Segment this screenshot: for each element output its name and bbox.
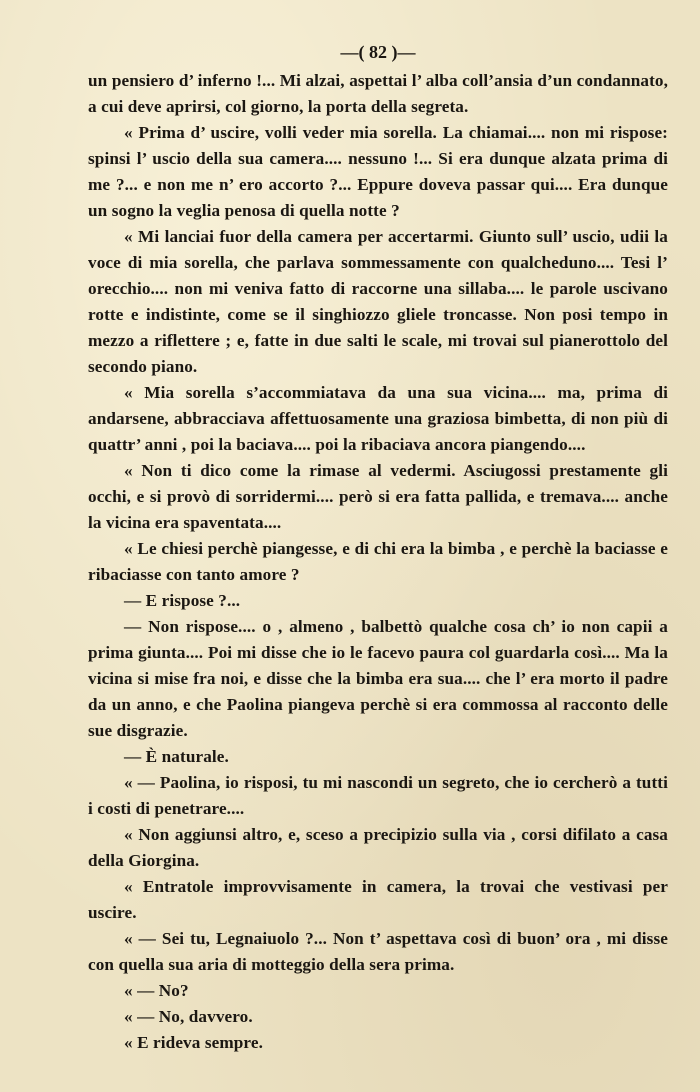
paragraph: « Non aggiunsi altro, e, sceso a precipizio sulla via , corsi difilato a casa della Giorgina.: [88, 825, 668, 870]
dialogue-line: « — No?: [124, 981, 189, 1000]
paragraph: — Non rispose.... o , almeno , balbettò qualche cosa ch’ io non capii a prima giunta.... Poi mi disse che io le facevo paura col guardarla così.... Ma la vicina si mise fra noi, e disse che la bimba era sua.... che l’ era morto il padre da un anno, e che Paolina piangeva perchè si era commossa al racconto delle sue disgrazie.: [88, 617, 668, 740]
paragraph: « — Sei tu, Legnaiuolo ?... Non t’ aspettava così di buon’ ora , mi disse con quella sua aria di motteggio della sera prima.: [88, 929, 668, 974]
paragraph: « Prima d’ uscire, volli veder mia sorella. La chiamai.... non mi rispose: spinsi l’ uscio della sua camera.... nessuno !... Si era dunque alzata prima di me ?... e non me n’ ero accorto ?... Eppure doveva passar qui.... Era dunque un sogno la veglia penosa di quella notte ?: [88, 123, 668, 220]
dialogue-line: — E rispose ?...: [124, 591, 241, 610]
dialogue-line: « E rideva sempre.: [124, 1033, 263, 1052]
paragraph: « Entratole improvvisamente in camera, la trovai che vestivasi per uscire.: [88, 877, 668, 922]
book-page: [88, 40, 668, 1056]
page-body: [88, 68, 668, 1056]
paragraph: « — Paolina, io risposi, tu mi nascondi un segreto, che io cercherò a tutti i costi di penetrare....: [88, 773, 668, 818]
page-number: —( 82 )—: [340, 42, 416, 62]
paragraph: un pensiero d’ inferno !... Mi alzai, aspettai l’ alba coll’ansia d’un condannato, a cui deve aprirsi, col giorno, la porta della segreta.: [88, 71, 668, 116]
dialogue-line: — È naturale.: [124, 747, 229, 766]
dialogue-line: « — No, davvero.: [124, 1007, 253, 1026]
paragraph: « Mi lanciai fuor della camera per accertarmi. Giunto sull’ uscio, udii la voce di mia sorella, che parlava sommessamente con qualcheduno.... Tesi l’ orecchio.... non mi veniva fatto di raccorne una sillaba.... le parole uscivano rotte e indistinte, come se il singhiozzo gliele troncasse. Non posi tempo in mezzo a riflettere ; e, fatte in due salti le scale, mi trovai sul pianerottolo del secondo piano.: [88, 227, 668, 376]
paragraph: « Le chiesi perchè piangesse, e di chi era la bimba , e perchè la baciasse e ribaciasse con tanto amore ?: [88, 539, 668, 584]
paragraph: « Mia sorella s’accommiatava da una sua vicina.... ma, prima di andarsene, abbracciava affettuosamente una graziosa bimbetta, di non più di quattr’ anni , poi la baciava.... poi la ribaciava ancora piangendo....: [88, 383, 668, 454]
paragraph: « Non ti dico come la rimase al vedermi. Asciugossi prestamente gli occhi, e si provò di sorridermi.... però si era fatta pallida, e tremava.... anche la vicina era spaventata....: [88, 461, 668, 532]
